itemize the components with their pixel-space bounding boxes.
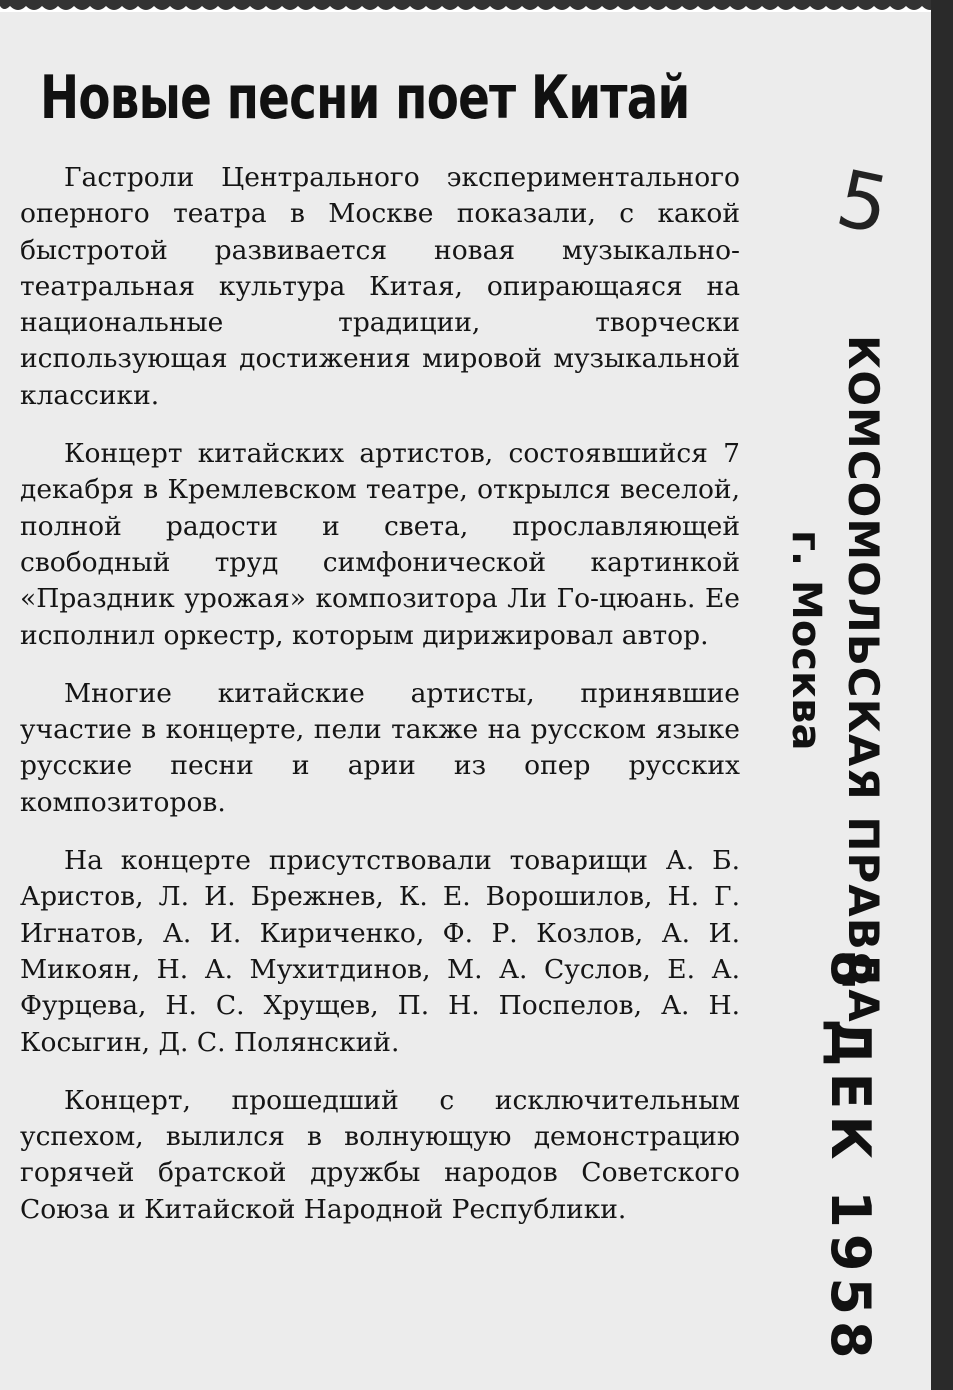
stamp-newspaper-name: КОМСОМОЛЬСКАЯ ПРАВДА xyxy=(839,335,888,1023)
article-headline: Новые песни поет Китай xyxy=(40,63,690,133)
paragraph-3: Многие китайские артисты, принявшие участие в концерте, пели также на русском языке русские песни и арии из опер русских композиторов. xyxy=(20,677,740,818)
paragraph-2: Концерт китайских артистов, состоявшийся 7 декабря в Кремлевском театре, открылся веселой, полной радости и света, прославляющей свободный труд симфонической картинкой «Праздник урожая» композитора Ли Го-цюань. Ее исполнил оркестр, которым дирижировал автор. xyxy=(20,438,740,651)
stamp-date: 8 ДЕК 1958 xyxy=(819,950,882,1365)
article-body xyxy=(20,160,740,1228)
paragraph-1: Гастроли Центрального экспериментального оперного театра в Москве показали, с какой быстротой развивается новая музыкально-театральная культура Китая, опирающаяся на национальные традиции, творчески использующая достижения мировой музыкальной классики. xyxy=(20,162,740,411)
stamp-city: г. Москва xyxy=(783,530,829,751)
paragraph-5: Концерт, прошедший с исключительным успехом, вылился в волнующую демонстрацию горячей братской дружбы народов Советского Союза и Китайской Народной Республики. xyxy=(20,1084,740,1225)
paragraph-4: На концерте присутствовали товарищи А. Б. Аристов, Л. И. Брежнев, К. Е. Ворошилов, Н. Г. Игнатов, А. И. Кириченко, Ф. Р. Козлов, А. И. Микоян, Н. А. Мухитдинов, М. А. Суслов, Е. А. Фурцева, Н. С. Хрущев, П. Н. Поспелов, А. Н. Косыгин, Д. С. Полянский. xyxy=(20,845,740,1058)
scanner-background xyxy=(931,0,953,1390)
handwritten-number: 5 xyxy=(829,153,897,253)
torn-top-edge xyxy=(0,0,953,14)
